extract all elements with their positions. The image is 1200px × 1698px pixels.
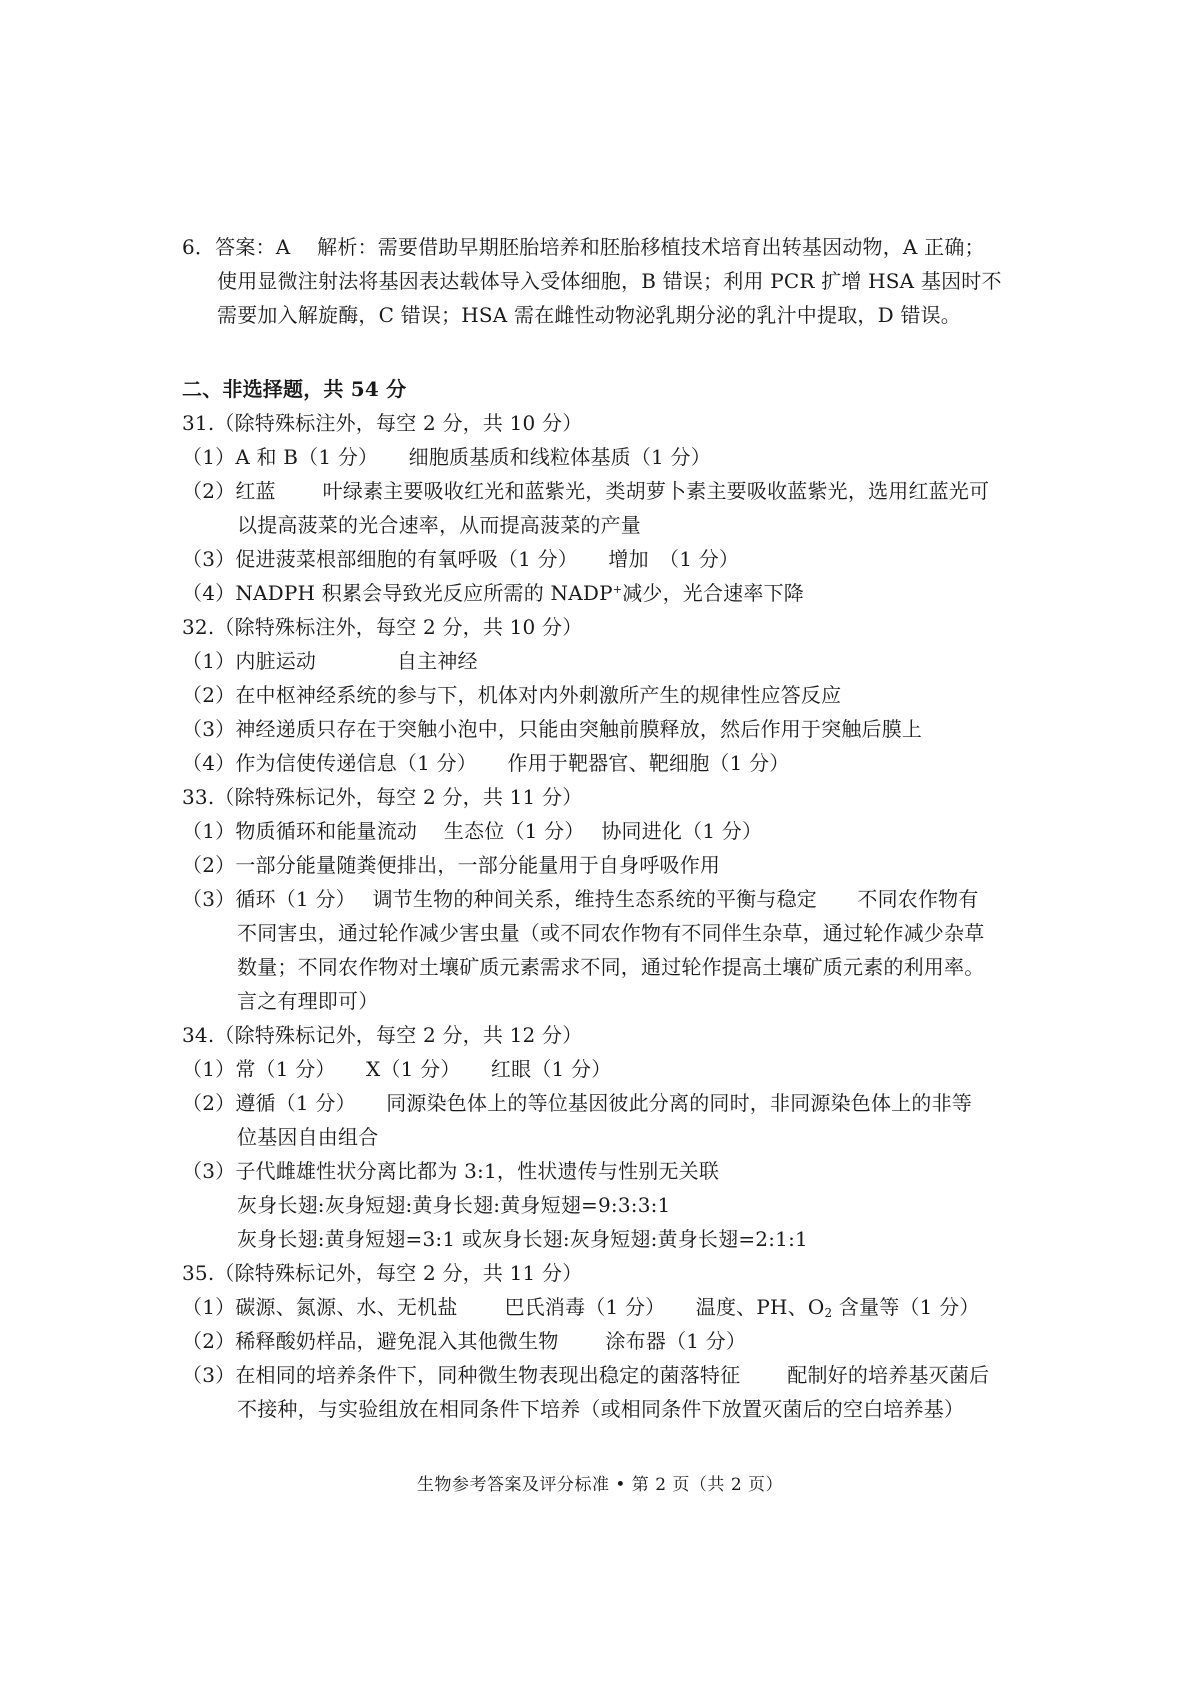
q32-answer-2: （2）在中枢神经系统的参与下，机体对内外刺激所产生的规律性应答反应 bbox=[182, 683, 842, 707]
q34-answer-3-line-3: 灰身长翅:黄身短翅=3:1 或灰身长翅:灰身短翅:黄身长翅=2:1:1 bbox=[237, 1227, 808, 1251]
q34-answer-2-line-2: 位基因自由组合 bbox=[237, 1125, 379, 1149]
q35-answer-3-line-2: 不接种，与实验组放在相同条件下培养（或相同条件下放置灭菌后的空白培养基） bbox=[237, 1397, 965, 1421]
page-footer: 生物参考答案及评分标准 • 第 2 页（共 2 页） bbox=[416, 1475, 784, 1495]
q31-header: 31.（除特殊标注外，每空 2 分，共 10 分） bbox=[182, 411, 583, 435]
q35-header: 35.（除特殊标记外，每空 2 分，共 11 分） bbox=[182, 1261, 583, 1285]
q33-answer-3-line-2: 不同害虫，通过轮作减少害虫量（或不同农作物有不同伴生杂草，通过轮作减少杂草 bbox=[237, 921, 985, 945]
q32-answer-1: （1）内脏运动 自主神经 bbox=[182, 649, 478, 673]
q34-answer-3-line-2: 灰身长翅:灰身短翅:黄身长翅:黄身短翅=9:3:3:1 bbox=[237, 1193, 671, 1217]
q34-answer-2-line-1: （2）遵循（1 分） 同源染色体上的等位基因彼此分离的同时，非同源染色体上的非等 bbox=[182, 1091, 973, 1115]
section-heading: 二、非选择题，共 54 分 bbox=[182, 377, 407, 401]
q35-answer-1-post: 含量等（1 分） bbox=[832, 1295, 980, 1319]
q31-answer-2-line-1: （2）红蓝 叶绿素主要吸收红光和蓝紫光，类胡萝卜素主要吸收蓝紫光，选用红蓝光可 bbox=[182, 479, 990, 503]
q31-answer-4-post: 减少，光合速率下降 bbox=[622, 581, 804, 605]
q6-line-2: 使用显微注射法将基因表达载体导入受体细胞，B 错误；利用 PCR 扩增 HSA 基因时不 bbox=[217, 269, 1002, 293]
q32-answer-4: （4）作为信使传递信息（1 分） 作用于靶器官、靶细胞（1 分） bbox=[182, 751, 790, 775]
q31-answer-1: （1）A 和 B（1 分） 细胞质基质和线粒体基质（1 分） bbox=[182, 445, 711, 469]
q31-answer-3: （3）促进菠菜根部细胞的有氧呼吸（1 分） 增加 （1 分） bbox=[182, 547, 740, 571]
q33-answer-3-line-3: 数量；不同农作物对土壤矿质元素需求不同，通过轮作提高土壤矿质元素的利用率。 bbox=[237, 955, 985, 979]
q33-answer-3-line-4: 言之有理即可） bbox=[237, 989, 379, 1013]
q31-answer-4-pre: （4）NADPH 积累会导致光反应所需的 NADP bbox=[182, 581, 613, 605]
q33-answer-1: （1）物质循环和能量流动 生态位（1 分） 协同进化（1 分） bbox=[182, 819, 763, 843]
q35-answer-3-line-1: （3）在相同的培养条件下，同种微生物表现出稳定的菌落特征 配制好的培养基灭菌后 bbox=[182, 1363, 990, 1387]
q35-answer-1-pre: （1）碳源、氮源、水、无机盐 巴氏消毒（1 分） 温度、PH、O bbox=[182, 1295, 825, 1319]
q31-answer-4-superscript: + bbox=[612, 583, 623, 596]
q33-header: 33.（除特殊标记外，每空 2 分，共 11 分） bbox=[182, 785, 583, 809]
q34-answer-3-line-1: （3）子代雌雄性状分离比都为 3:1，性状遗传与性别无关联 bbox=[182, 1159, 720, 1183]
q6-line-3: 需要加入解旋酶，C 错误；HSA 需在雌性动物泌乳期分泌的乳汁中提取，D 错误。 bbox=[217, 303, 961, 327]
q35-answer-1-subscript: 2 bbox=[824, 1306, 833, 1320]
q35-answer-1 bbox=[182, 1290, 1200, 1324]
q32-header: 32.（除特殊标注外，每空 2 分，共 10 分） bbox=[182, 615, 583, 639]
q31-answer-2-line-2: 以提高菠菜的光合速率，从而提高菠菜的产量 bbox=[237, 513, 641, 537]
q33-answer-2: （2）一部分能量随粪便排出，一部分能量用于自身呼吸作用 bbox=[182, 853, 721, 877]
q6-line-1: 6．答案：A 解析：需要借助早期胚胎培养和胚胎移植技术培育出转基因动物，A 正确； bbox=[182, 235, 985, 259]
q34-answer-1: （1）常（1 分） X（1 分） 红眼（1 分） bbox=[182, 1057, 612, 1081]
q31-answer-4 bbox=[182, 576, 1200, 610]
q32-answer-3: （3）神经递质只存在于突触小泡中，只能由突触前膜释放，然后作用于突触后膜上 bbox=[182, 717, 923, 741]
q33-answer-3-line-1: （3）循环（1 分） 调节生物的种间关系，维持生态系统的平衡与稳定 不同农作物有 bbox=[182, 887, 979, 911]
q34-header: 34.（除特殊标记外，每空 2 分，共 12 分） bbox=[182, 1023, 583, 1047]
q35-answer-2: （2）稀释酸奶样品，避免混入其他微生物 涂布器（1 分） bbox=[182, 1329, 747, 1353]
